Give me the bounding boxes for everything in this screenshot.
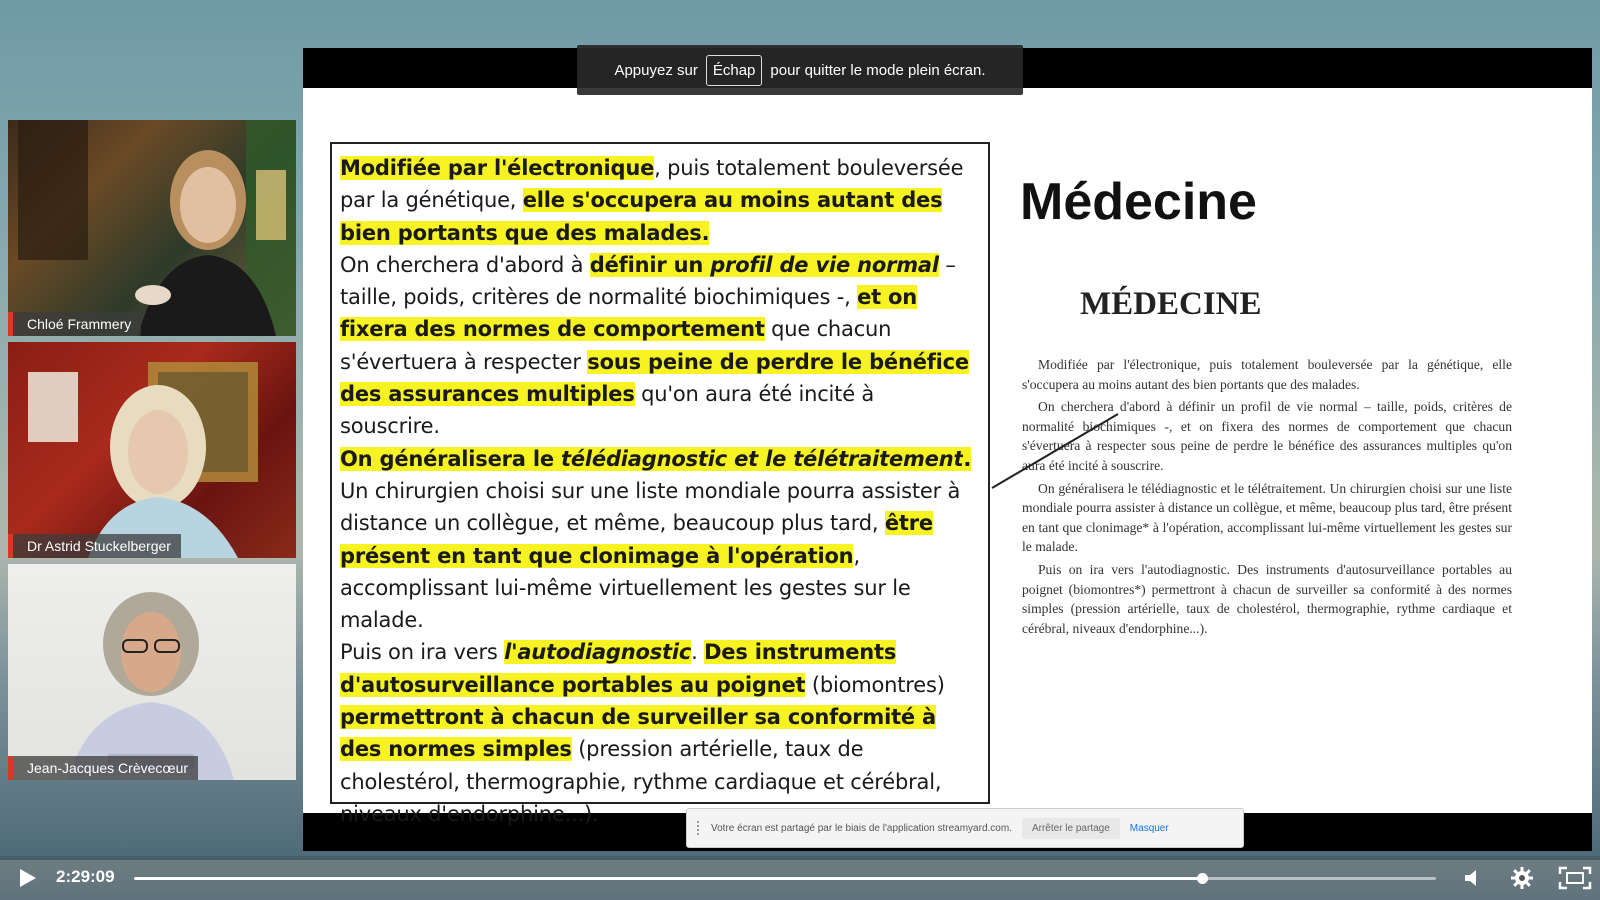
body-text: , accomplissant lui-même virtuellement les gestes sur le malade. [340,543,911,633]
progress-fill [134,877,1202,880]
document-scan-text [1022,355,1512,641]
highlighted-text: permettront à chacun de surveiller sa conformité à des normes simples [340,705,937,762]
stop-sharing-button[interactable]: Arrêter le partage [1022,818,1120,839]
highlighted-text: . [963,446,972,471]
screen-share-notice [686,808,1244,848]
current-time: 2:29:09 [56,867,115,886]
highlighted-text: elle s'occupera au moins autant des bien portants que des malades. [340,188,943,245]
participant-video-image [8,564,296,780]
toast-suffix: pour quitter le mode plein écran. [770,61,986,79]
participant-video-image [8,120,296,336]
progress-knob[interactable] [1197,873,1208,884]
highlighted-text: l'autodiagnostic [504,640,692,665]
slide-title: Médecine [1020,173,1257,231]
volume-icon[interactable] [1462,867,1484,889]
body-text: (pression artérielle, taux de cholestérol, thermographie, rythme cardiaque et cérébral, niveaux d'endorphine...). [340,737,942,826]
escape-key-hint: Échap [706,55,763,86]
highlighted-text: sous peine de perdre le bénéfice des assurances multiples [340,349,969,407]
participant-name: Jean-Jacques Crèvecœur [8,756,198,780]
participant-tile [8,120,296,336]
hide-notice-button[interactable]: Masquer [1129,822,1169,834]
share-message: Votre écran est partagé par le biais de l'application streamyard.com. [711,822,1012,834]
toast-prefix: Appuyez sur [614,61,698,79]
doc-paragraph: On généralisera le télédiagnostic et le télétraitement. Un chirurgien choisi sur une liste mondiale pourra assister à distance un collègue, et même, beaucoup plus tard, être présent en tant que clonimage* à l'opération, accomplissant lui-même virtuellement les gestes sur le malade. [1022,480,1512,555]
exit-fullscreen-icon[interactable] [1558,866,1592,890]
doc-paragraph: Puis on ira vers l'autodiagnostic. Des instruments d'autosurveillance portables au poignet (biomontres*) permettront à chacun de surveiller sa conformité à des normes simples (pression artérielle, taux de cholestérol, thermographie, rythme cardiaque et cérébral, niveaux d'endorphine...). [1022,561,1512,636]
fullscreen-toast [577,45,1023,95]
highlighted-text: Modifiée par l'électronique [340,156,655,180]
gear-icon[interactable] [1510,866,1534,890]
participant-tile [8,564,296,780]
play-icon[interactable] [16,867,38,889]
highlighted-text: profil de vie normal [710,252,939,277]
body-text: . [691,640,705,665]
highlighted-text-box [330,142,990,826]
document-heading: MÉDECINE [1080,286,1262,322]
highlighted-text: et on fixera des normes de comportement [340,285,918,342]
video-controls-bar [0,856,1600,900]
participant-name: Dr Astrid Stuckelberger [8,534,181,558]
body-text: On cherchera d'abord à [340,252,590,277]
body-text: – taille, poids, critères de normalité biochimiques -, [340,252,956,310]
highlighted-text: Des instruments d'autosurveillance portables au poignet [340,640,897,697]
participant-name: Chloé Frammery [8,312,141,336]
doc-paragraph: On cherchera d'abord à définir un profil de vie normal – taille, poids, critères de normalité biochimiques -, et on fixera des normes de comportement que chacun s'évertuera à respecter sous peine de perdre le bénéfice des assurances multiples qu'on aura été incité à souscrire. [1022,399,1512,473]
body-text: (biomontres) [805,672,945,697]
highlighted-text: On généralisera le [340,446,562,471]
drag-grip-icon[interactable] [697,821,701,835]
participant-tile [8,342,296,558]
progress-bar[interactable] [134,877,1436,880]
body-text: , puis totalement bouleversée par la génétique, [340,156,964,213]
annotation-pen-stroke [990,412,1130,492]
highlighted-text: télédiagnostic et le télétraitement [561,446,964,471]
body-text: qu'on aura été incité à souscrire. [340,382,875,439]
body-text: que chacun s'évertuera à respecter [340,317,892,374]
participant-video-image [8,342,296,558]
body-text: Puis on ira vers [340,640,505,665]
doc-paragraph: Modifiée par l'électronique, puis totalement bouleversée par la génétique, elle s'occupera au moins autant des bien portants que des malades. [1022,357,1512,392]
highlighted-text: définir un [589,252,711,277]
highlighted-text: être présent en tant que clonimage à l'opération [340,511,933,568]
body-text: Un chirurgien choisi sur une liste mondiale pourra assister à distance un collègue, et même, beaucoup plus tard, [340,478,961,536]
